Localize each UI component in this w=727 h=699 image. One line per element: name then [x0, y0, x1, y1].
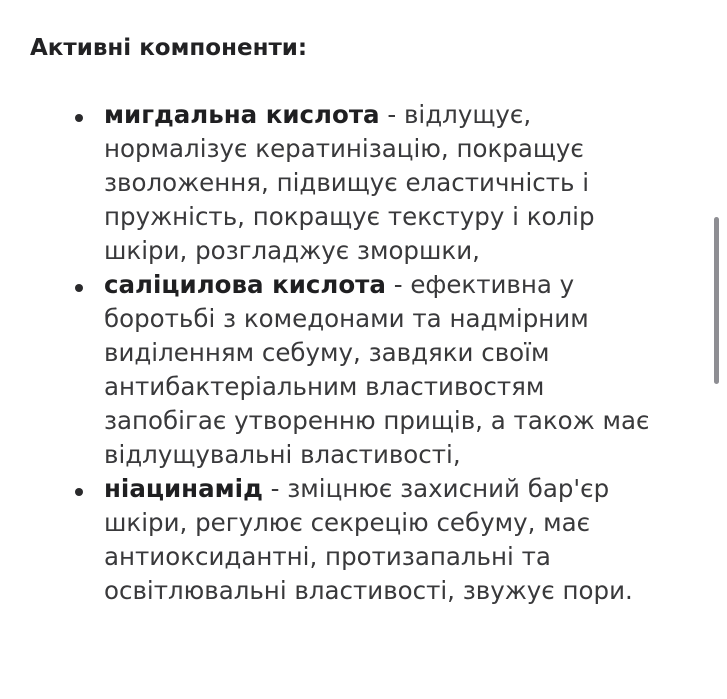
bullet-icon	[75, 284, 83, 292]
ingredient-name: ніацинамід	[104, 474, 263, 503]
ingredient-description-line: антиоксидантні, протизапальні та	[104, 542, 551, 571]
ingredient-salicylic-acid	[104, 268, 694, 472]
ingredient-description-line: виділенням себуму, завдяки своїм	[104, 338, 550, 367]
ingredient-description-line: антибактеріальним властивостям	[104, 372, 545, 401]
ingredient-niacinamide	[104, 472, 694, 608]
ingredient-description: - зміцнює захисний бар'єр	[262, 474, 610, 503]
ingredient-name: мигдальна кислота	[104, 100, 380, 129]
ingredient-description: - ефективна у	[385, 270, 575, 299]
ingredient-description-line: пружність, покращує текстуру і колір	[104, 202, 595, 231]
ingredient-description-line: шкіри, регулює секрецію себуму, має	[104, 508, 591, 537]
ingredient-first-line	[104, 268, 694, 302]
bullet-icon	[75, 488, 83, 496]
ingredient-description-line: освітлювальні властивості, звужує пори.	[104, 576, 633, 605]
ingredient-description-line: боротьбі з комедонами та надмірним	[104, 304, 589, 333]
ingredient-first-line	[104, 472, 694, 506]
ingredient-name: саліцилова кислота	[104, 270, 386, 299]
bullet-icon	[75, 114, 83, 122]
ingredient-description: - відлущує,	[379, 100, 532, 129]
scrollbar-thumb[interactable]	[714, 217, 719, 384]
ingredient-description-line: відлущувальні властивості,	[104, 440, 461, 469]
section-heading: Активні компоненти:	[30, 35, 308, 61]
ingredient-description-line: зволоження, підвищує еластичність і	[104, 168, 590, 197]
ingredient-first-line	[104, 98, 694, 132]
ingredient-description-line: нормалізує кератинізацію, покращує	[104, 134, 584, 163]
ingredient-mandelic-acid	[104, 98, 694, 268]
ingredients-list	[104, 98, 694, 608]
ingredient-description-line: запобігає утворенню прищів, а також має	[104, 406, 650, 435]
ingredient-description-line: шкіри, розгладжує зморшки,	[104, 236, 480, 265]
